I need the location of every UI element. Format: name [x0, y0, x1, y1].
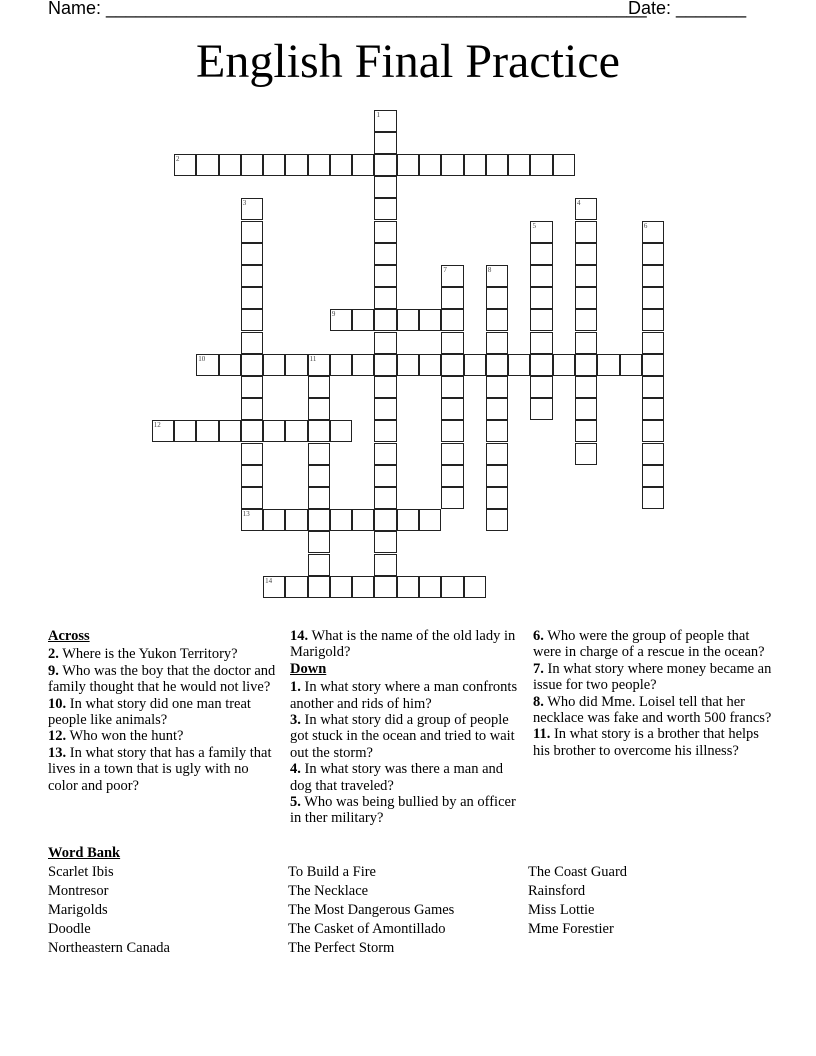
- crossword-cell[interactable]: [642, 309, 664, 331]
- crossword-cell[interactable]: [419, 354, 441, 376]
- crossword-cell[interactable]: [397, 509, 419, 531]
- crossword-cell[interactable]: [575, 398, 597, 420]
- crossword-cell[interactable]: [441, 576, 463, 598]
- crossword-cell[interactable]: [330, 154, 352, 176]
- clue-across-2: [48, 646, 280, 662]
- crossword-cell[interactable]: [308, 398, 330, 420]
- word-bank-title: Word Bank: [48, 845, 121, 861]
- crossword-cell[interactable]: [374, 398, 396, 420]
- crossword-cell[interactable]: [575, 420, 597, 442]
- crossword-cell[interactable]: [308, 576, 330, 598]
- word-bank-item: The Necklace: [288, 883, 369, 899]
- crossword-cell[interactable]: [352, 509, 374, 531]
- crossword-cell[interactable]: [285, 354, 307, 376]
- clue-text: In what story did a group of people got stuck in the ocean and tried to wait out the storm?: [290, 712, 515, 761]
- word-bank-item: The Coast Guard: [528, 864, 628, 880]
- crossword-cell[interactable]: [530, 154, 552, 176]
- crossword-cell[interactable]: [486, 376, 508, 398]
- crossword-cell[interactable]: [263, 154, 285, 176]
- crossword-cell[interactable]: [575, 287, 597, 309]
- clue-down-6: [533, 628, 773, 661]
- crossword-cell[interactable]: [241, 487, 263, 509]
- crossword-cell[interactable]: [374, 132, 396, 154]
- crossword-cell[interactable]: [575, 376, 597, 398]
- crossword-cell[interactable]: [486, 509, 508, 531]
- crossword-cell[interactable]: [241, 287, 263, 309]
- crossword-cell[interactable]: [486, 465, 508, 487]
- crossword-cell[interactable]: [174, 420, 196, 442]
- crossword-cell[interactable]: [374, 110, 396, 132]
- clue-number-label: 2: [175, 154, 180, 163]
- crossword-cell[interactable]: [241, 309, 263, 331]
- crossword-cell[interactable]: [441, 487, 463, 509]
- crossword-cell[interactable]: [642, 354, 664, 376]
- crossword-cell[interactable]: [642, 420, 664, 442]
- crossword-cell[interactable]: [330, 354, 352, 376]
- crossword-cell[interactable]: [642, 487, 664, 509]
- crossword-cell[interactable]: [441, 287, 463, 309]
- crossword-cell[interactable]: [241, 376, 263, 398]
- crossword-cell[interactable]: [374, 332, 396, 354]
- clue-number: 13.: [48, 744, 67, 761]
- clue-number: 2.: [48, 646, 59, 663]
- clue-number: 10.: [48, 695, 67, 712]
- clue-text: Who won the hunt?: [66, 728, 184, 745]
- crossword-cell[interactable]: [575, 443, 597, 465]
- crossword-cell[interactable]: [441, 376, 463, 398]
- crossword-cell[interactable]: [508, 154, 530, 176]
- crossword-cell[interactable]: [464, 154, 486, 176]
- clue-text: In what story where a man confronts another and rids of him?: [290, 679, 518, 712]
- crossword-cell[interactable]: [441, 309, 463, 331]
- clue-number: 9.: [48, 662, 59, 679]
- clue-text: In what story is a brother that helps his brother to overcome his illness?: [533, 726, 759, 759]
- clue-text: In what story did one man treat people like animals?: [48, 695, 251, 729]
- crossword-cell[interactable]: [374, 176, 396, 198]
- crossword-cell[interactable]: [441, 443, 463, 465]
- crossword-cell[interactable]: [530, 354, 552, 376]
- word-bank-item: The Casket of Amontillado: [288, 921, 446, 937]
- crossword-cell[interactable]: [374, 154, 396, 176]
- crossword-cell[interactable]: [285, 576, 307, 598]
- crossword-cell[interactable]: [464, 354, 486, 376]
- crossword-cell[interactable]: [620, 354, 642, 376]
- clue-text: In what story was there a man and dog that traveled?: [290, 761, 504, 794]
- crossword-cell[interactable]: [486, 487, 508, 509]
- clue-number: 14.: [290, 628, 309, 644]
- clue-number: 1.: [290, 679, 301, 696]
- crossword-cell[interactable]: [374, 531, 396, 553]
- clue-text: Who were the group of people that were in charge of a rescue in the ocean?: [533, 628, 765, 661]
- clue-text: Who did Mme. Loisel tell that her necklace was fake and worth 500 francs?: [533, 693, 772, 727]
- crossword-cell[interactable]: [374, 243, 396, 265]
- clue-across-12: [48, 728, 280, 744]
- crossword-cell[interactable]: [508, 354, 530, 376]
- crossword-cell[interactable]: [374, 487, 396, 509]
- crossword-cell[interactable]: [285, 509, 307, 531]
- crossword-cell[interactable]: [308, 420, 330, 442]
- clue-number-label: 7: [443, 265, 447, 274]
- date-field[interactable]: Date: _______: [628, 0, 747, 18]
- crossword-cell[interactable]: [308, 443, 330, 465]
- clue-number-label: 11: [309, 354, 317, 363]
- crossword-cell[interactable]: [597, 354, 619, 376]
- crossword-cell[interactable]: [330, 509, 352, 531]
- clue-down-1: [290, 679, 522, 712]
- crossword-cell[interactable]: [530, 243, 552, 265]
- crossword-cell[interactable]: [352, 354, 374, 376]
- clue-down-4: [290, 761, 522, 794]
- crossword-cell[interactable]: [397, 576, 419, 598]
- clue-number: 7.: [533, 660, 544, 677]
- word-bank-item: The Most Dangerous Games: [288, 902, 455, 918]
- page-title: English Final Practice: [196, 35, 620, 88]
- crossword-cell[interactable]: [441, 154, 463, 176]
- crossword-cell[interactable]: [308, 531, 330, 553]
- crossword-cell[interactable]: [397, 154, 419, 176]
- crossword-cell[interactable]: [530, 376, 552, 398]
- clue-text: Who was being bullied by an officer in ther military?: [290, 794, 516, 827]
- clues-column-3: [533, 628, 773, 759]
- crossword-cell[interactable]: [263, 576, 285, 598]
- crossword-cell[interactable]: [419, 576, 441, 598]
- crossword-cell[interactable]: [441, 354, 463, 376]
- word-bank-item: Mme Forestier: [528, 921, 614, 937]
- clue-down-3: [290, 712, 522, 761]
- crossword-cell[interactable]: [575, 243, 597, 265]
- clue-text: What is the name of the old lady in Marigold?: [290, 628, 516, 661]
- crossword-cell[interactable]: [241, 420, 263, 442]
- clue-across-14: [290, 628, 522, 661]
- crossword-cell[interactable]: [241, 154, 263, 176]
- clue-number-label: 14: [265, 576, 273, 585]
- crossword-cell[interactable]: [374, 509, 396, 531]
- crossword-cell[interactable]: [330, 420, 352, 442]
- crossword-cell[interactable]: [374, 309, 396, 331]
- crossword-cell[interactable]: [285, 420, 307, 442]
- crossword-cell[interactable]: [308, 509, 330, 531]
- crossword-cell[interactable]: [642, 443, 664, 465]
- clue-number: 12.: [48, 728, 67, 745]
- crossword-cell[interactable]: [464, 576, 486, 598]
- crossword-cell[interactable]: [642, 287, 664, 309]
- crossword-cell[interactable]: [419, 309, 441, 331]
- crossword-cell[interactable]: [308, 465, 330, 487]
- crossword-cell[interactable]: [575, 221, 597, 243]
- crossword-cell[interactable]: [174, 154, 196, 176]
- crossword-cell[interactable]: [486, 398, 508, 420]
- crossword-cell[interactable]: [374, 287, 396, 309]
- clue-text: Who was the boy that the doctor and family thought that he would not live?: [48, 662, 276, 696]
- crossword-cell[interactable]: [441, 398, 463, 420]
- word-bank-item: Northeastern Canada: [48, 940, 170, 956]
- crossword-cell[interactable]: [642, 243, 664, 265]
- crossword-cell[interactable]: [263, 509, 285, 531]
- clue-number-label: 9: [331, 310, 336, 319]
- crossword-cell[interactable]: [419, 509, 441, 531]
- crossword-cell[interactable]: [486, 309, 508, 331]
- crossword-cell[interactable]: [196, 420, 218, 442]
- crossword-cell[interactable]: [219, 420, 241, 442]
- word-bank-item: To Build a Fire: [288, 864, 376, 880]
- crossword-cell[interactable]: [219, 354, 241, 376]
- crossword-cell[interactable]: [575, 309, 597, 331]
- crossword-cell[interactable]: [486, 420, 508, 442]
- crossword-cell[interactable]: [241, 509, 263, 531]
- clue-number-label: 12: [153, 421, 161, 430]
- clue-number: 4.: [290, 761, 301, 778]
- crossword-cell[interactable]: [486, 332, 508, 354]
- clue-across-10: [48, 696, 280, 729]
- crossword-cell[interactable]: [642, 465, 664, 487]
- name-field[interactable]: Name: ______________________________________________________: [48, 0, 647, 18]
- crossword-cell[interactable]: [486, 265, 508, 287]
- crossword-cell[interactable]: [575, 198, 597, 220]
- clue-text: In what story that has a family that lives in a town that is ugly with no color and poor?: [48, 744, 272, 794]
- crossword-cell[interactable]: [330, 309, 352, 331]
- crossword-cell[interactable]: [241, 265, 263, 287]
- crossword-cell[interactable]: [374, 198, 396, 220]
- crossword-cell[interactable]: [308, 376, 330, 398]
- crossword-cell[interactable]: [530, 309, 552, 331]
- crossword-cell[interactable]: [263, 354, 285, 376]
- crossword-cell[interactable]: [530, 221, 552, 243]
- clue-across-13: [48, 745, 280, 794]
- crossword-cell[interactable]: [308, 554, 330, 576]
- crossword-cell[interactable]: [241, 243, 263, 265]
- clue-number-label: 4: [577, 199, 581, 208]
- across-heading: Across: [48, 628, 90, 644]
- crossword-cell[interactable]: [575, 332, 597, 354]
- crossword-cell[interactable]: [241, 221, 263, 243]
- clue-number-label: 1: [376, 110, 380, 119]
- crossword-cell[interactable]: [553, 154, 575, 176]
- clues-column-2: [290, 628, 522, 827]
- word-bank-column-2: [288, 863, 454, 958]
- crossword-cell[interactable]: [374, 554, 396, 576]
- crossword-cell[interactable]: [441, 420, 463, 442]
- clue-number: 11.: [533, 726, 551, 743]
- crossword-cell[interactable]: [308, 487, 330, 509]
- clue-number: 6.: [533, 628, 544, 644]
- crossword-cell[interactable]: [241, 332, 263, 354]
- clue-number: 5.: [290, 794, 301, 811]
- crossword-cell[interactable]: [486, 443, 508, 465]
- crossword-cell[interactable]: [441, 332, 463, 354]
- crossword-cell[interactable]: [397, 354, 419, 376]
- crossword-cell[interactable]: [530, 287, 552, 309]
- clue-number-label: 8: [487, 265, 492, 274]
- word-bank-item: Marigolds: [48, 902, 108, 918]
- word-bank-column-3: [528, 863, 627, 939]
- crossword-cell[interactable]: [642, 376, 664, 398]
- crossword-cell[interactable]: [196, 354, 218, 376]
- word-bank-item: Scarlet Ibis: [48, 864, 114, 880]
- crossword-cell[interactable]: [308, 354, 330, 376]
- crossword-cell[interactable]: [575, 354, 597, 376]
- crossword-cell[interactable]: [352, 154, 374, 176]
- clue-down-5: [290, 794, 522, 827]
- word-bank: [48, 845, 628, 956]
- crossword-cell[interactable]: [241, 465, 263, 487]
- crossword-cell[interactable]: [219, 154, 241, 176]
- crossword-cell[interactable]: [374, 443, 396, 465]
- crossword-cell[interactable]: [285, 154, 307, 176]
- crossword-cell[interactable]: [397, 309, 419, 331]
- clue-down-11: [533, 726, 773, 759]
- crossword-cell[interactable]: [486, 154, 508, 176]
- clue-number-label: 10: [198, 354, 206, 363]
- crossword-cell[interactable]: [374, 576, 396, 598]
- crossword-cell[interactable]: [352, 576, 374, 598]
- crossword-cell[interactable]: [196, 154, 218, 176]
- crossword-cell[interactable]: [374, 354, 396, 376]
- crossword-cell[interactable]: [241, 198, 263, 220]
- crossword-cell[interactable]: [374, 221, 396, 243]
- clue-number-label: 3: [242, 199, 247, 208]
- crossword-cell[interactable]: [241, 398, 263, 420]
- crossword-cell[interactable]: [241, 443, 263, 465]
- clue-across-9: [48, 663, 280, 696]
- word-bank-item: The Perfect Storm: [288, 940, 395, 956]
- crossword-cell[interactable]: [374, 465, 396, 487]
- crossword-cell[interactable]: [642, 221, 664, 243]
- down-heading: Down: [290, 660, 327, 677]
- crossword-cell[interactable]: [642, 398, 664, 420]
- crossword-cell[interactable]: [575, 265, 597, 287]
- crossword-cell[interactable]: [486, 354, 508, 376]
- crossword-cell[interactable]: [352, 309, 374, 331]
- crossword-cell[interactable]: [374, 265, 396, 287]
- word-bank-column-1: [48, 863, 170, 958]
- word-bank-item: Montresor: [48, 883, 109, 899]
- crossword-cell[interactable]: [330, 576, 352, 598]
- crossword-cell[interactable]: [308, 154, 330, 176]
- crossword-cell[interactable]: [374, 376, 396, 398]
- crossword-cell[interactable]: [530, 332, 552, 354]
- word-bank-item: Doodle: [48, 921, 91, 937]
- crossword-cell[interactable]: [642, 332, 664, 354]
- crossword-cell[interactable]: [441, 265, 463, 287]
- word-bank-item: Rainsford: [528, 883, 586, 899]
- clue-number-label: 13: [242, 510, 250, 519]
- crossword-cell[interactable]: [374, 420, 396, 442]
- clue-number: 8.: [533, 693, 544, 710]
- crossword-cell[interactable]: [486, 287, 508, 309]
- crossword-cell[interactable]: [419, 154, 441, 176]
- clue-down-7: [533, 661, 773, 694]
- crossword-cell[interactable]: [241, 354, 263, 376]
- clue-text: Where is the Yukon Territory?: [58, 646, 238, 663]
- clue-number: 3.: [290, 712, 301, 729]
- clue-down-8: [533, 694, 773, 727]
- crossword-cell[interactable]: [263, 420, 285, 442]
- crossword-cell[interactable]: [441, 465, 463, 487]
- clue-number-label: 6: [643, 221, 648, 230]
- clue-text: In what story where money became an issue for two people?: [533, 660, 772, 694]
- crossword-cell[interactable]: [530, 398, 552, 420]
- crossword-cell[interactable]: [530, 265, 552, 287]
- crossword-cell[interactable]: [642, 265, 664, 287]
- crossword-cell[interactable]: [152, 420, 174, 442]
- crossword-cell[interactable]: [553, 354, 575, 376]
- clue-number-label: 5: [532, 221, 536, 230]
- word-bank-item: Miss Lottie: [528, 902, 595, 918]
- clues-column-1: [48, 628, 280, 794]
